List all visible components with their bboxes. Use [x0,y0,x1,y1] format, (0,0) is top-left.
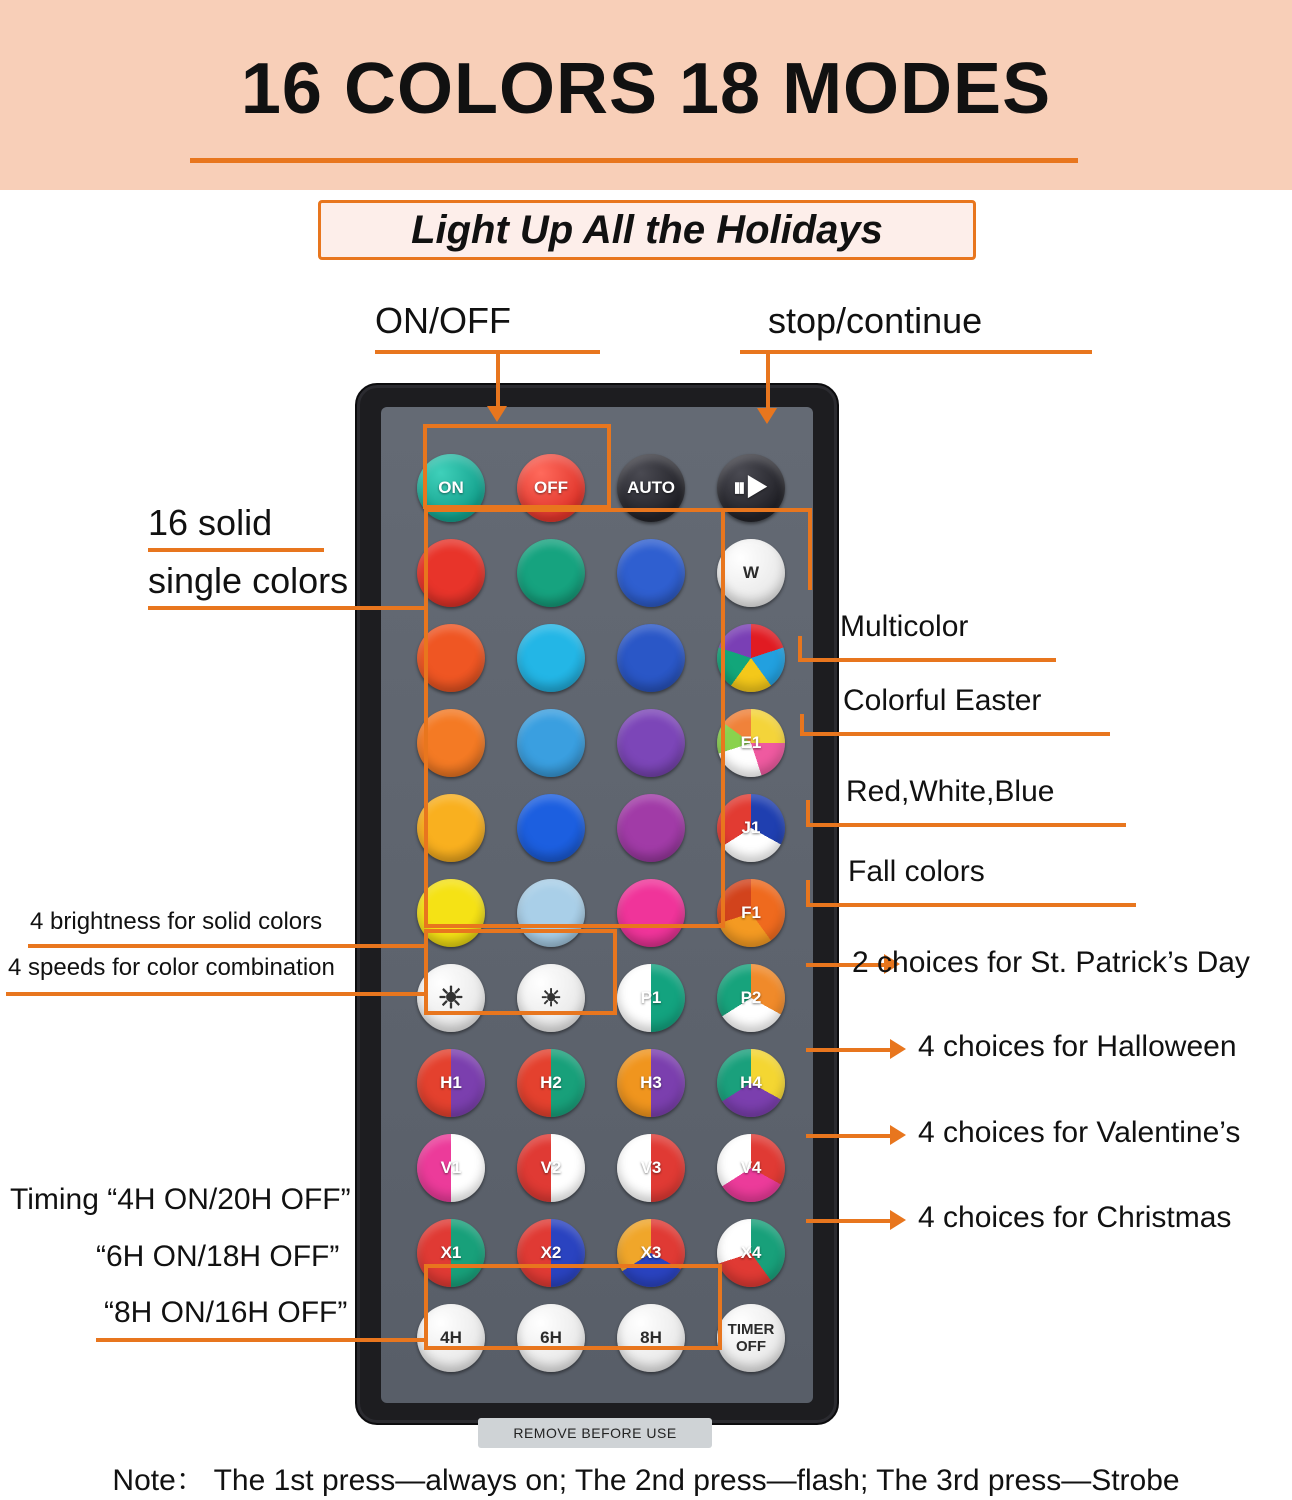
halloween-h3-button-label: H3 [640,1073,662,1092]
callout-solid-rule2 [148,606,428,610]
callout-fall-line [806,903,1136,907]
red-white-blue-button[interactable] [717,794,785,862]
callout-speeds-line [6,992,426,996]
halloween-h2-button-label: H2 [540,1073,562,1092]
callout-timing-label2: “6H ON/18H OFF” [96,1240,340,1273]
battery-tab [478,1418,712,1448]
callout-stop-arrow [757,408,777,424]
red-white-blue-button-label: J1 [741,818,761,837]
callout-fall-tick [806,880,810,906]
st-patricks-p1-button-label: P1 [640,988,662,1007]
st-patricks-p2-button[interactable] [717,964,785,1032]
valentines-v2-button-label: V2 [540,1158,562,1177]
callout-timing-label3: “8H ON/16H OFF” [104,1296,348,1329]
brightness-up-icon: ☀ [437,981,465,1015]
halloween-h3-button[interactable] [617,1049,685,1117]
callout-multicolor-label: Multicolor [840,610,969,643]
subtitle-text: Light Up All the Holidays [411,207,883,252]
callout-speeds-label: 4 speeds for color combination [8,954,335,981]
callout-onoff-arrow [487,406,507,422]
easter-button-label: E1 [740,733,762,752]
christmas-x4-button[interactable] [717,1219,785,1287]
callout-brightness-label: 4 brightness for solid colors [30,908,323,935]
callout-stpatricks-label: 2 choices for St. Patrick’s Day [852,946,1250,979]
callout-rwb-line [806,823,1126,827]
halloween-h4-button[interactable] [717,1049,785,1117]
callout-fall-label: Fall colors [848,855,985,888]
brightness-down-icon: ☀ [540,984,562,1012]
callout-easter-label: Colorful Easter [843,684,1042,717]
auto-button-label: AUTO [627,478,675,497]
battery-tab-label: REMOVE BEFORE USE [513,1425,677,1441]
callout-valentines-line [806,1134,890,1138]
callout-christmas-label: 4 choices for Christmas [918,1201,1232,1234]
color-white-button-label: W [742,563,760,582]
callout-rwb-label: Red,White,Blue [846,775,1055,808]
callout-solid-label1: 16 solid [148,502,273,543]
callout-halloween-label: 4 choices for Halloween [918,1030,1237,1063]
callout-easter-line [800,732,1110,736]
valentines-v1-button[interactable] [417,1134,485,1202]
multicolor-button[interactable] [717,624,785,692]
timer-8h-button-label: 8H [640,1328,662,1347]
stop-continue-button-label: ⏸▶ [732,472,770,502]
callout-onoff-drop [496,350,500,410]
callout-brightness-line [28,944,424,948]
callout-halloween-line [806,1048,890,1052]
fall-colors-button-label: F1 [741,903,761,922]
callout-stop-line [740,350,1092,354]
callout-christmas-arrow [890,1210,906,1230]
valentines-v2-button[interactable] [517,1134,585,1202]
timer-off-button[interactable] [717,1304,785,1372]
halloween-h1-button-label: H1 [440,1073,462,1092]
subtitle-box [318,200,976,260]
off-button-label: OFF [534,478,568,497]
callout-halloween-arrow [890,1039,906,1059]
valentines-v3-button-label: V3 [640,1158,662,1177]
callout-stop-label: stop/continue [768,300,983,341]
halloween-h1-button[interactable] [417,1049,485,1117]
callout-onoff-label: ON/OFF [375,300,511,341]
on-button-label: ON [438,478,464,497]
callout-christmas-line [806,1219,890,1223]
st-patricks-p1-button[interactable] [617,964,685,1032]
title-underline [190,158,1078,163]
callout-timing-label1: Timing “4H ON/20H OFF” [10,1183,351,1216]
timer-6h-button-label: 6H [540,1328,562,1347]
timer-off-button-label: TIMER OFF [727,1320,775,1355]
christmas-x1-button-label: X1 [440,1243,462,1262]
callout-easter-tick [800,714,804,734]
valentines-v3-button[interactable] [617,1134,685,1202]
valentines-v1-button-label: V1 [440,1158,462,1177]
valentines-v4-button[interactable] [717,1134,785,1202]
callout-multicolor-tick [798,636,802,660]
callout-onoff-line [375,350,600,354]
christmas-x2-button-label: X2 [540,1243,562,1262]
callout-rwb-tick [806,800,810,826]
valentines-v4-button-label: V4 [740,1158,762,1177]
callout-solid-rule1 [148,548,324,552]
christmas-x4-button-label: X4 [740,1243,762,1262]
christmas-x3-button-label: X3 [640,1243,662,1262]
callout-solid-label2: single colors [148,560,349,601]
st-patricks-p2-button-label: P2 [740,988,762,1007]
timer-4h-button-label: 4H [440,1328,462,1347]
page-title: 16 COLORS 18 MODES [240,49,1052,129]
footer-note: Note： The 1st press—always on; The 2nd press—flash; The 3rd press—Strobe [112,1464,1180,1497]
callout-valentines-arrow [890,1125,906,1145]
timer-highlight-box [424,1264,722,1350]
fall-colors-button[interactable] [717,879,785,947]
callout-stop-drop [766,350,770,412]
easter-button[interactable] [717,709,785,777]
halloween-h4-button-label: H4 [740,1073,762,1092]
halloween-h2-button[interactable] [517,1049,585,1117]
callout-multicolor-line [798,658,1056,662]
callout-valentines-label: 4 choices for Valentine’s [918,1116,1241,1149]
callout-timing-line [96,1338,426,1342]
